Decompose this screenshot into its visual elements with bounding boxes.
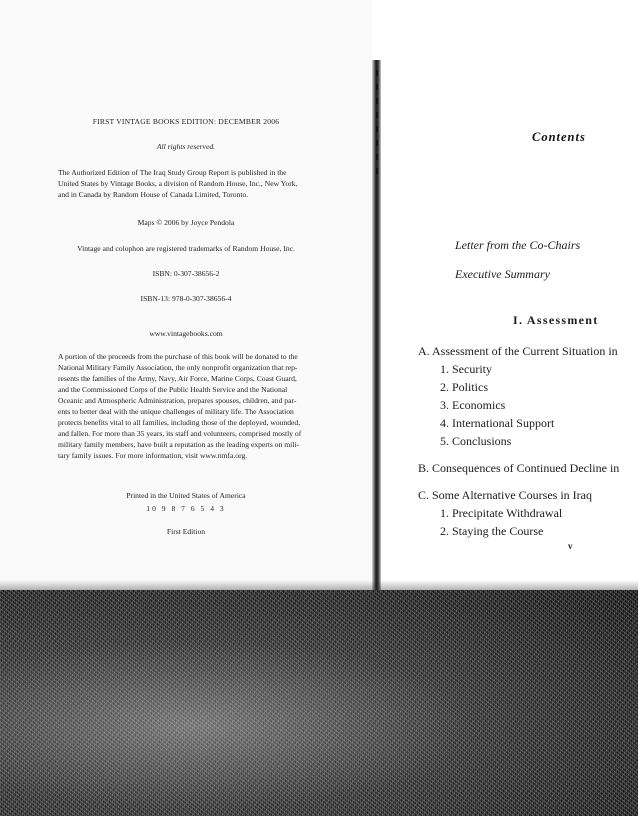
publication-line: United States by Vintage Books, a division of Random House, Inc., New York, <box>58 179 298 188</box>
first-edition-line: First Edition <box>166 527 206 536</box>
donation-line: ents to better deal with the unique challenges of military life. The Association <box>58 407 294 416</box>
toc-subentry[interactable]: 2. Politics <box>440 380 489 394</box>
donation-line: Oceanic and Atmospheric Administration, prepares spouses, children, and par- <box>58 396 297 405</box>
rights-line: All rights reserved. <box>156 142 216 151</box>
toc-entry-letter[interactable]: Letter from the Co-Chairs <box>455 238 581 252</box>
donation-line: A portion of the proceeds from the purchase of this book will be donated to the <box>58 352 298 361</box>
contents-heading: Contents <box>532 130 586 144</box>
donation-paragraph <box>58 351 348 461</box>
donation-line: and the Commissioned Corps of the Public Health Service and the National <box>58 385 288 394</box>
toc-entry-section-b[interactable]: B. Consequences of Continued Decline in <box>418 461 620 475</box>
publication-line: and in Canada by Random House of Canada Limited, Toronto. <box>58 190 249 199</box>
toc-subentry[interactable]: 4. International Support <box>440 416 555 430</box>
toc-subentry[interactable]: 2. Staying the Course <box>440 524 544 538</box>
isbn-line: ISBN: 0-307-38656-2 <box>152 269 220 278</box>
print-number-line: 10 9 8 7 6 5 4 3 <box>146 504 226 513</box>
publication-line: The Authorized Edition of The Iraq Study Group Report is published in the <box>58 168 287 177</box>
donation-line: protects benefits vital to all families, including those of the deployed, wounded, <box>58 418 301 427</box>
edition-line: FIRST VINTAGE BOOKS EDITION: DECEMBER 2006 <box>92 117 280 126</box>
donation-line: tary family issues. For more information, visit www.nmfa.org. <box>58 451 248 460</box>
donation-line: National Military Family Association, the only nonprofit organization that rep- <box>58 363 298 372</box>
donation-line: resents the families of the Army, Navy, Air Force, Marine Corps, Coast Guard, <box>58 374 297 383</box>
toc-subentry[interactable]: 1. Precipitate Withdrawal <box>440 506 563 520</box>
maps-credit: Maps © 2006 by Joyce Pendola <box>137 218 235 227</box>
isbn13-line: ISBN-13: 978-0-307-38656-4 <box>140 294 232 303</box>
donation-line: military family members, have built a reputation as the leading experts on mili- <box>58 440 300 449</box>
toc-subentry[interactable]: 1. Security <box>440 362 492 376</box>
website-line: www.vintagebooks.com <box>149 329 223 338</box>
toc-subentry[interactable]: 5. Conclusions <box>440 434 512 448</box>
donation-line: and fallen. For more than 35 years, its staff and volunteers, comprised mostly of <box>58 429 302 438</box>
toc-subentry[interactable]: 3. Economics <box>440 398 506 412</box>
trademark-line: Vintage and colophon are registered trademarks of Random House, Inc. <box>77 244 295 253</box>
printed-line: Printed in the United States of America <box>126 491 246 500</box>
toc-entry-executive-summary[interactable]: Executive Summary <box>455 267 550 281</box>
gutter-shadow <box>376 70 378 180</box>
toc-entry-section-c[interactable]: C. Some Alternative Courses in Iraq <box>418 488 592 502</box>
toc-entry-section-a[interactable]: A. Assessment of the Current Situation in <box>418 344 618 358</box>
scan-noise-area <box>0 590 638 816</box>
publication-paragraph <box>58 167 348 200</box>
page-number: v <box>568 541 573 551</box>
toc-section-assessment[interactable]: I. Assessment <box>513 313 599 327</box>
